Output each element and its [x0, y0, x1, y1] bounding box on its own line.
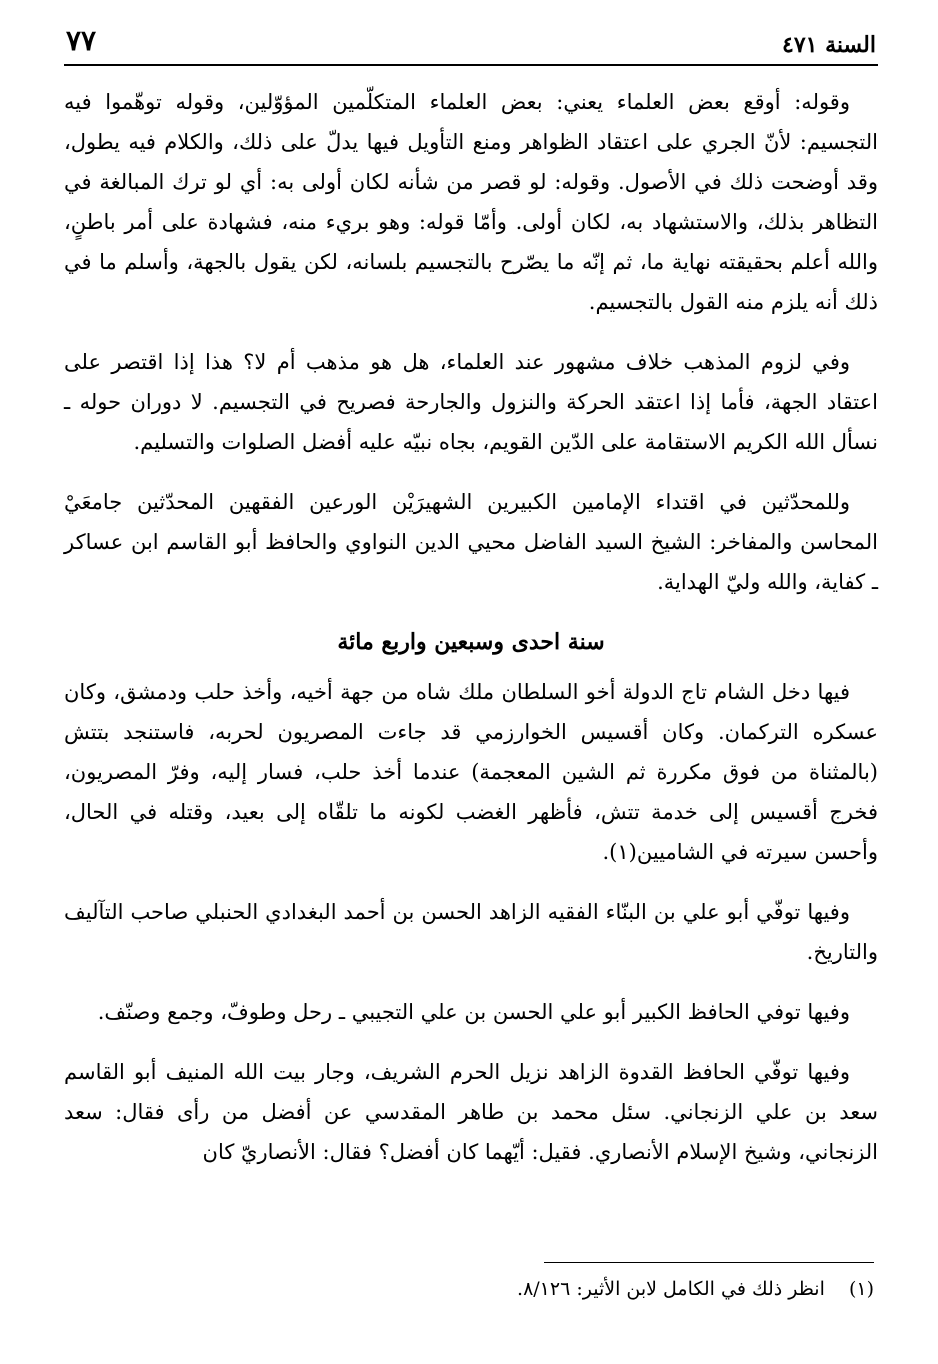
- paragraph: وفيها توفّي أبو علي بن البنّاء الفقيه الزاهد الحسن بن أحمد البغدادي الحنبلي صاحب التآليف والتاريخ.: [64, 900, 878, 964]
- running-title: السنة ٤٧١: [782, 32, 876, 58]
- footnote-marker: (١): [848, 1278, 874, 1300]
- paragraph: وفي لزوم المذهب خلاف مشهور عند العلماء، هل هو مذهب أم لا؟ هذا إذا اقتصر على اعتقاد الجهة، فأما إذا اعتقد الحركة والنزول والجارحة فصريح في التجسيم. لا دوران حوله ـ نسأل الله الكريم الاستقامة على الدّين القويم، بجاه نبيّه عليه أفضل الصلوات والتسليم.: [64, 350, 878, 454]
- paragraph: وفيها توفي الحافظ الكبير أبو علي الحسن بن علي التجيبي ـ رحل وطوفّ، وجمع وصنّف.: [97, 1000, 850, 1024]
- page-header: [64, 24, 878, 66]
- paragraph: وللمحدّثين في اقتداء الإمامين الكبيرين الشهيرَيْن الورعين الفقهين المحدّثين جامعَيْ المحاسن والمفاخر: الشيخ السيد الفاضل محيي الدين النواوي والحافظ أبو القاسم ابن عساكر ـ كفاية، والله وليّ الهداية.: [64, 490, 878, 594]
- section-heading: سنة احدى وسبعين واربع مائة: [337, 629, 605, 655]
- paragraph: وقوله: أوقع بعض العلماء يعني: بعض العلماء المتكلّمين المؤوّلين، وقوله توهّموا فيه التجسيم: لأنّ الجري على اعتقاد الظواهر ومنع التأويل فيها يدلّ على ذلك، والكلام فيه يطول، وقد أوضحت ذلك في الأصول. وقوله: لو قصر من شأنه لكان أولى به: أي لو ترك المبالغة في التظاهر بذلك، والاستشهاد به، لكان أولى. وأمّا قوله: وهو بريء منه، فشهادة على أمر باطنٍ، والله أعلم بحقيقته نهاية ما، ثم إنّه ما يصّرح بالتجسيم بلسانه، لكن يقول بالجهة، وأسلم ما في ذلك أنه يلزم منه القول بالتجسيم.: [64, 90, 878, 314]
- paragraph: وفيها توفّي الحافظ القدوة الزاهد نزيل الحرم الشريف، وجار بيت الله المنيف أبو القاسم سعد بن علي الزنجاني. سئل محمد بن طاهر المقدسي عن أفضل من رأى فقال: سعد الزنجاني، وشيخ الإسلام الأنصاري. فقيل: أيّهما كان أفضل؟ فقال: الأنصاريّ كان: [64, 1060, 878, 1164]
- main-text: [64, 82, 878, 1192]
- page-number: ٧٧: [66, 24, 97, 57]
- footnote-divider: [544, 1262, 874, 1263]
- footnote-text: انظر ذلك في الكامل لابن الأثير: ٨/١٢٦.: [517, 1278, 825, 1300]
- footnote: [60, 1274, 874, 1304]
- paragraph: فيها دخل الشام تاج الدولة أخو السلطان ملك شاه من جهة أخيه، وأخذ حلب ودمشق، وكان عسكره التركمان. وكان أقسيس الخوارزمي قد جاءت المصريون لحربه، فاستنجد بتتش (بالمثناة من فوق مكررة ثم الشين المعجمة) عندما أخذ حلب، فسار إليه، وفرّ المصريون، فخرج أقسيس إلى خدمة تتش، فأظهر الغضب لكونه ما تلقّاه إلى بعيد، وقتله في الحال، وأحسن سيرته في الشاميين(١).: [64, 680, 879, 864]
